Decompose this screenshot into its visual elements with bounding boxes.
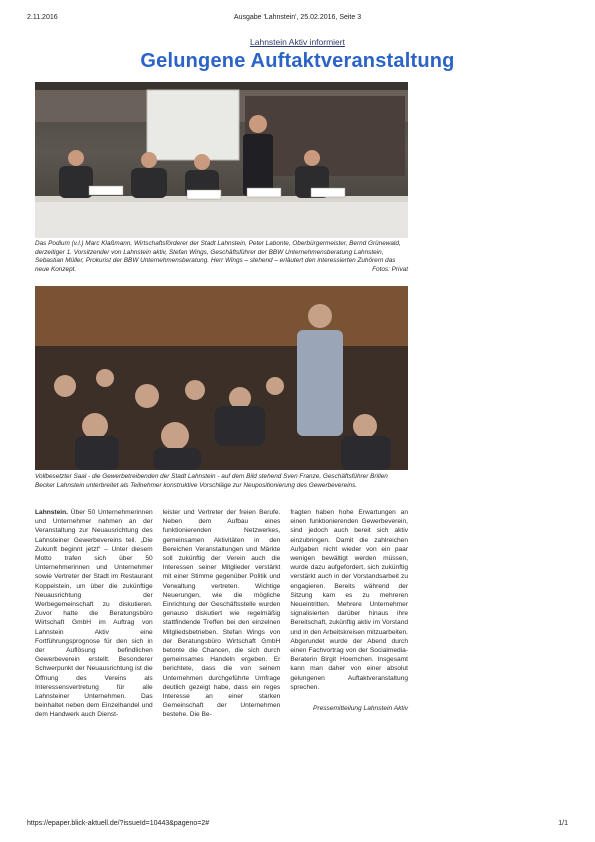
podium-caption-text: Das Podium (v.l.) Marc Klaßmann, Wirtschaftsförderer der Stadt Lahnstein, Peter Labonte, Oberbürgermeister, Bernd Grünewald, derzeitiger 1. Vorsitzender von Lahnstein aktiv, Stefan Wings, Geschäftsführer der BBW Unternehmensberatung Lahnstein, Sebastian Müller, Prokurist der BBW Unternehmensberatung. Herr Wings – stehend – erläutert den interessierten Zuhörern das neue Konzept.: [35, 240, 401, 273]
article-column-3-text: fragten haben hohe Erwartungen an einen funktionierenden Gewerbeverein, sind jedoch auch bereit sich aktiv einzubringen. Damit die zahlreichen Aufgaben nicht wieder von ein paar wenigen bewältigt werden müssen, wurde dazu aufgefordert, sich zukünftig verstärkt auch in der Vorstandsarbeit zu engagieren. Bereits während der Sitzung kam es zu mehreren Neueintritten. Mehrere Unternehmer signalisierten darüber hinaus ihre Bereitschaft, zukünftig aktiv im Vorstand und in den Arbeitskreisen mitzuarbeiten. Abgerundet wurde der Abend durch einen Fachvortrag von der Socialmedia-Beraterin Birgit Hoemchen. Insgesamt kann man daher von einer absolut gelungenen Auftaktveranstaltung sprechen.: [290, 509, 409, 691]
article-column-1-text: Über 50 Unternehmerinnen und Unternehmer nahmen an der Veranstaltung zur Neuausrichtung des Lahnsteiner Gewerbevereins teil. „Die Zukunft beginnt jetzt“ – Unter diesem Motto trafen sich über 50 Unternehmerinnen und Unternehmer sowie Vertreter der Stadt im Restaurant Koppelstein, um über die zukünftige Neuausrichtung der Werbegemeinschaft zu diskutieren. Zuvor hatte die Beratungsbüro Wirtschaft GmbH im Auftrag von Lahnstein Aktiv eine Fortführungsprognose für den sich in der Auflösung befindlichen Gewerbeverein erstellt. Besonderer Schwerpunkt der Neuausrichtung ist die Öffnung des Vereins als Interessensvertretung für alle Lahnsteiner Unternehmen. Das beinhaltet neben dem Einzelhandel und dem Handwerk auch Dienst-: [35, 509, 153, 719]
audience-photo: [35, 286, 408, 470]
audience-caption: Vollbesetzter Saal - die Gewerbetreibenden der Stadt Lahnstein - auf dem Bild stehend Sven Franze, Geschäftsführer Brillen Becker Lahnstein unterbreitet als Teilnehmer konstruktive Vorschläge zur Neupositionierung des Gewerbevereins.: [35, 473, 388, 489]
audience-photo-illustration: [35, 286, 408, 470]
source-url[interactable]: https://epaper.blick-aktuell.de/?issueId=10443&pageno=2#: [27, 820, 210, 827]
press-release-signature: Pressemitteilung Lahnstein Aktiv: [312, 705, 409, 713]
article-body: [35, 508, 408, 720]
article-column-3: [290, 508, 408, 720]
article-column-2: leister und Vertreter der freien Berufe. Neben dem Aufbau eines funktionierenden Netzwerkes, gemeinsamen Aktivitäten in den Bereichen Veranstaltungen und Märkte soll zukünftig der Verein auch die Interessen seiner Mitglieder verstärkt mit einer Stimme gegenüber Politik und Verwaltung vertreten. Wichtige Neuerungen, wie die mögliche Einrichtung der Geschäftsstelle wurden genauso diskutiert wie regelmäßig stattfindende Treffen bei den einzelnen Mitgliedsbetrieben. Stefan Wings von der Beratungsbüro Wirtschaft GmbH betonte die Chancen, die sich durch gemeinsames Handeln ergeben. Er berichtete, dass die von seinem Unternehmen durchgeführte Umfrage deutlich gezeigt habe, dass ein reges Interesse an einer starken Gemeinschaft der Unternehmen bestehe. Die Be-: [162, 509, 281, 719]
print-date: 2.11.2016: [27, 14, 58, 21]
article-column-1: [35, 508, 153, 720]
kicker: Lahnstein Aktiv informiert: [250, 37, 345, 47]
page-number: 1/1: [558, 820, 568, 827]
podium-photo-illustration: [35, 82, 408, 238]
headline: Gelungene Auftaktveranstaltung: [140, 50, 455, 72]
photo-credit: Fotos: Privat: [372, 265, 408, 273]
dateline: Lahnstein.: [35, 509, 68, 516]
podium-caption: [35, 240, 408, 274]
podium-photo: [35, 82, 408, 238]
edition-info: Ausgabe 'Lahnstein', 25.02.2016, Seite 3: [233, 14, 362, 21]
